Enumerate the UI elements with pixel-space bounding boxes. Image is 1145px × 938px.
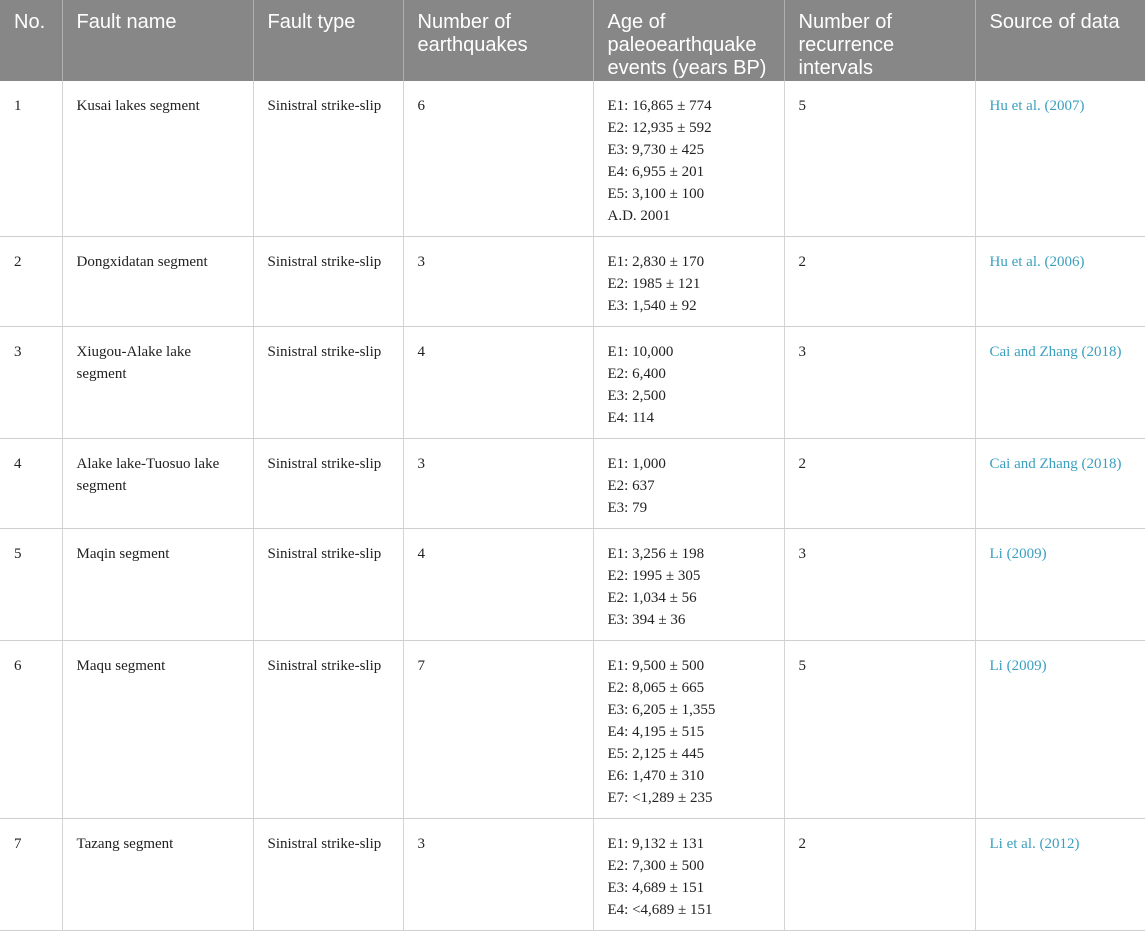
cell-recurrence: 2 — [784, 439, 975, 529]
event-age: E3: 9,730 ± 425 — [607, 142, 705, 158]
cell-recurrence: 3 — [784, 529, 975, 641]
cell-earthquakes: 3 — [403, 237, 593, 327]
event-age: E6: 1,470 ± 310 — [607, 768, 705, 784]
cell-source — [975, 81, 1145, 237]
cell-earthquakes: 4 — [403, 529, 593, 641]
table-row — [0, 529, 1145, 641]
cell-no: 7 — [0, 819, 62, 931]
table-row — [0, 81, 1145, 237]
event-age: E2: 637 — [607, 478, 655, 494]
cell-source — [975, 529, 1145, 641]
table-row — [0, 439, 1145, 529]
event-age: A.D. 2001 — [607, 208, 671, 224]
source-link[interactable]: Hu et al. (2006) — [989, 254, 1085, 270]
cell-source — [975, 237, 1145, 327]
event-age: E3: 394 ± 36 — [607, 612, 686, 628]
cell-no: 6 — [0, 641, 62, 819]
event-age: E3: 79 — [607, 500, 648, 516]
event-age: E1: 2,830 ± 170 — [607, 254, 705, 270]
event-age: E3: 1,540 ± 92 — [607, 298, 697, 314]
cell-event-ages — [593, 529, 784, 641]
col-header-fault-name: Fault name — [62, 0, 253, 81]
cell-earthquakes: 4 — [403, 327, 593, 439]
event-age: E7: <1,289 ± 235 — [607, 790, 713, 806]
event-age: E4: <4,689 ± 151 — [607, 902, 713, 918]
cell-no: 2 — [0, 237, 62, 327]
event-age: E3: 4,689 ± 151 — [607, 880, 705, 896]
source-link[interactable]: Li et al. (2012) — [989, 836, 1080, 852]
event-age: E2: 7,300 ± 500 — [607, 858, 705, 874]
event-age: E1: 9,500 ± 500 — [607, 658, 705, 674]
event-age: E4: 114 — [607, 410, 655, 426]
col-header-recurrence: Number of recurrence intervals — [784, 0, 975, 81]
event-age: E1: 16,865 ± 774 — [607, 98, 712, 114]
table-row — [0, 237, 1145, 327]
event-age: E5: 2,125 ± 445 — [607, 746, 705, 762]
cell-fault-name: Alake lake-Tuosuo lake segment — [62, 439, 253, 529]
cell-fault-name: Xiugou-Alake lake segment — [62, 327, 253, 439]
event-age: E5: 3,100 ± 100 — [607, 186, 705, 202]
event-age: E2: 1,034 ± 56 — [607, 590, 697, 606]
cell-event-ages — [593, 439, 784, 529]
cell-recurrence: 3 — [784, 327, 975, 439]
event-age: E3: 2,500 — [607, 388, 666, 404]
event-age: E2: 12,935 ± 592 — [607, 120, 712, 136]
event-age: E2: 6,400 — [607, 366, 666, 382]
col-header-fault-type: Fault type — [253, 0, 403, 81]
cell-earthquakes: 3 — [403, 819, 593, 931]
cell-fault-name: Maqu segment — [62, 641, 253, 819]
table-row — [0, 327, 1145, 439]
cell-no: 3 — [0, 327, 62, 439]
cell-source — [975, 327, 1145, 439]
cell-fault-type: Sinistral strike-slip — [253, 819, 403, 931]
cell-fault-type: Sinistral strike-slip — [253, 439, 403, 529]
source-link[interactable]: Hu et al. (2007) — [989, 98, 1085, 114]
event-age: E2: 1995 ± 305 — [607, 568, 701, 584]
col-header-earthquakes: Number of earthquakes — [403, 0, 593, 81]
cell-source — [975, 641, 1145, 819]
cell-recurrence: 5 — [784, 641, 975, 819]
cell-event-ages — [593, 81, 784, 237]
cell-event-ages — [593, 641, 784, 819]
source-link[interactable]: Li (2009) — [989, 658, 1047, 674]
cell-fault-type: Sinistral strike-slip — [253, 81, 403, 237]
cell-no: 1 — [0, 81, 62, 237]
cell-fault-type: Sinistral strike-slip — [253, 529, 403, 641]
event-age: E1: 3,256 ± 198 — [607, 546, 705, 562]
cell-fault-name: Tazang segment — [62, 819, 253, 931]
cell-no: 5 — [0, 529, 62, 641]
event-age: E4: 4,195 ± 515 — [607, 724, 705, 740]
col-header-event-ages: Age of paleoearthquake events (years BP) — [593, 0, 784, 81]
source-link[interactable]: Cai and Zhang (2018) — [989, 344, 1122, 360]
col-header-no: No. — [0, 0, 62, 81]
event-age: E4: 6,955 ± 201 — [607, 164, 705, 180]
cell-fault-name: Kusai lakes segment — [62, 81, 253, 237]
cell-fault-name: Maqin segment — [62, 529, 253, 641]
cell-no: 4 — [0, 439, 62, 529]
header-row — [0, 0, 1145, 81]
table-row — [0, 641, 1145, 819]
cell-earthquakes: 3 — [403, 439, 593, 529]
event-age: E2: 1985 ± 121 — [607, 276, 701, 292]
cell-source — [975, 439, 1145, 529]
cell-event-ages — [593, 819, 784, 931]
cell-fault-type: Sinistral strike-slip — [253, 237, 403, 327]
event-age: E1: 10,000 — [607, 344, 674, 360]
event-age: E3: 6,205 ± 1,355 — [607, 702, 716, 718]
table-row — [0, 819, 1145, 931]
event-age: E1: 9,132 ± 131 — [607, 836, 705, 852]
cell-event-ages — [593, 237, 784, 327]
event-age: E2: 8,065 ± 665 — [607, 680, 705, 696]
event-age: E1: 1,000 — [607, 456, 666, 472]
cell-earthquakes: 7 — [403, 641, 593, 819]
cell-source — [975, 819, 1145, 931]
cell-event-ages — [593, 327, 784, 439]
source-link[interactable]: Li (2009) — [989, 546, 1047, 562]
cell-recurrence: 2 — [784, 237, 975, 327]
cell-fault-type: Sinistral strike-slip — [253, 327, 403, 439]
cell-recurrence: 5 — [784, 81, 975, 237]
table-header — [0, 0, 1145, 81]
source-link[interactable]: Cai and Zhang (2018) — [989, 456, 1122, 472]
cell-fault-name: Dongxidatan segment — [62, 237, 253, 327]
cell-fault-type: Sinistral strike-slip — [253, 641, 403, 819]
cell-recurrence: 2 — [784, 819, 975, 931]
table-body — [0, 81, 1145, 931]
cell-earthquakes: 6 — [403, 81, 593, 237]
col-header-source: Source of data — [975, 0, 1145, 81]
